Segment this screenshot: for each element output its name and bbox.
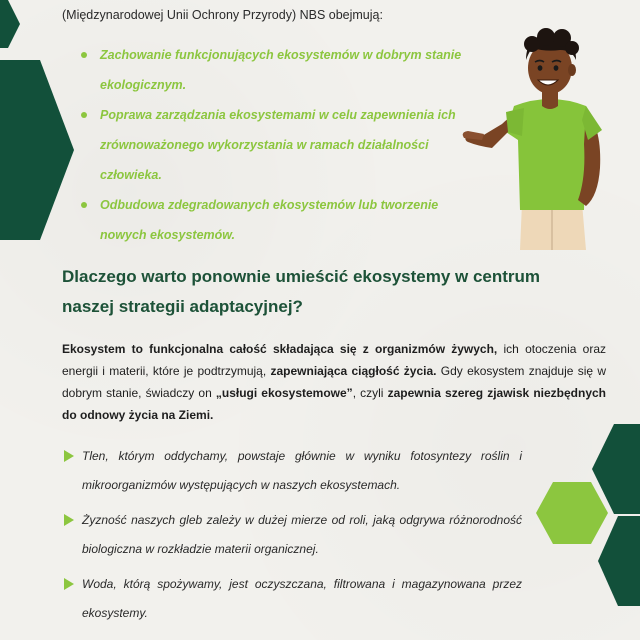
section-title: Dlaczego warto ponownie umieścić ekosystemy w centrum naszej strategii adaptacyjnej? — [62, 267, 541, 316]
para-bold-5: „usługi ekosystemowe” — [215, 386, 353, 400]
triangle-bullet-icon — [64, 514, 74, 526]
fact-text: Tlen, którym oddychamy, powstaje głównie w wyniku fotosyntezy roślin i mikroorganizmów występujących w naszych ekosystemach. — [82, 449, 522, 492]
goals-list — [78, 40, 488, 250]
goal-item: Odbudowa zdegradowanych ekosystemów lub tworzenie nowych ekosystemów. — [78, 190, 488, 250]
person-illustration — [462, 28, 632, 250]
para-bold-3: zapewniająca ciągłość życia. — [270, 364, 437, 378]
para-text-2: ich otoczenia oraz energii i materii, które je podtrzymują, — [62, 342, 607, 378]
fact-text: Woda, którą spożywamy, jest oczyszczana, filtrowana i magazynowana przez ekosystemy. — [82, 577, 522, 620]
goal-item: Poprawa zarządzania ekosystemami w celu zapewnienia ich zrównoważonego wykorzystania w ramach działalności człowieka. — [78, 100, 488, 190]
para-text-6: , czyli — [352, 386, 388, 400]
fact-item — [62, 442, 522, 500]
para-bold-1: Ekosystem to funkcjonalna całość składająca się z organizmów żywych, — [62, 342, 498, 356]
hexagon-right-bottom — [598, 516, 640, 606]
fact-item — [62, 570, 522, 628]
fact-item — [62, 506, 522, 564]
goal-item: Zachowanie funkcjonujących ekosystemów w dobrym stanie ekologicznym. — [78, 40, 488, 100]
fact-text: Żyzność naszych gleb zależy w dużej mierze od roli, jaką odgrywa różnorodność biologiczna w rozkładzie materii organicznej. — [82, 513, 522, 556]
intro-line: (Międzynarodowej Unii Ochrony Przyrody) NBS obejmują: — [62, 8, 383, 22]
para-text-4: Gdy ekosystem znajduje się w dobrym stanie, świadczy on — [62, 364, 606, 400]
hexagon-left-large — [0, 60, 76, 240]
ecosystem-paragraph — [62, 338, 606, 426]
facts-list — [62, 442, 522, 634]
para-bold-7: zapewnia szereg zjawisk niezbędnych do odnowy życia na Ziemi. — [62, 386, 607, 422]
triangle-bullet-icon — [64, 578, 74, 590]
triangle-bullet-icon — [64, 450, 74, 462]
hexagon-top-left — [0, 0, 22, 50]
